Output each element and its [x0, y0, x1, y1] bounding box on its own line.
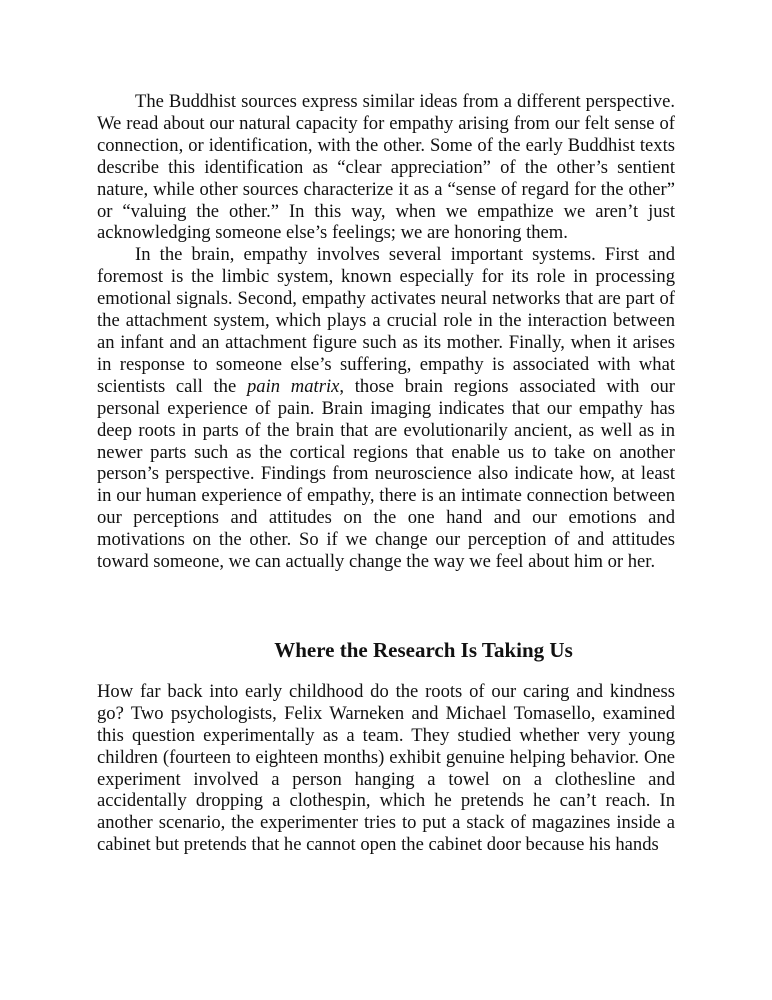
section-heading: Where the Research Is Taking Us	[274, 637, 573, 662]
paragraph-brain-empathy-text-1: In the brain, empathy involves several important systems. First and foremost is the limbic system, known especially for its role in processing emotional signals. Second, empathy activates neural networks that are part of the attachment system, which plays a crucial role in the interaction between an infant and an attachment figure such as its mother. Finally, when it arises in response to someone else’s suffering, empathy is associated with what scientists call the	[97, 244, 675, 397]
paragraph-brain-empathy	[97, 244, 675, 573]
paragraph-research: How far back into early childhood do the roots of our caring and kindness go? Two psychologists, Felix Warneken and Michael Tomasello, examined this question experimentally as a team. They studied whether very young children (fourteen to eighteen months) exhibit genuine helping behavior. One experiment involved a person hanging a towel on a clothesline and accidentally dropping a clothespin, which he pretends he can’t reach. In another scenario, the experimenter tries to put a stack of magazines inside a cabinet but pretends that he cannot open the cabinet door because his hands	[97, 680, 675, 856]
pain-matrix-term: pain matrix	[247, 375, 340, 397]
document-page	[97, 91, 675, 856]
paragraph-brain-empathy-text-2: , those brain regions associated with our personal experience of pain. Brain imaging indicates that our empathy has deep roots in parts of the brain that are evolutionarily ancient, as well as in newer parts such as the cortical regions that enable us to take on another person’s perspective. Findings from neuroscience also indicate how, at least in our human experience of empathy, there is an intimate connection between our perceptions and attitudes on the one hand and our emotions and motivations on the other. So if we change our perception of and attitudes toward someone, we can actually change the way we feel about him or her.	[97, 375, 675, 573]
paragraph-buddhist-sources: The Buddhist sources express similar ideas from a different perspective. We read about our natural capacity for empathy arising from our felt sense of connection, or identification, with the other. Some of the early Buddhist texts describe this identification as “clear appreciation” of the other’s sentient nature, while other sources characterize it as a “sense of regard for the other” or “valuing the other.” In this way, when we empathize we aren’t just acknowledging someone else’s feelings; we are honoring them.	[97, 91, 675, 244]
